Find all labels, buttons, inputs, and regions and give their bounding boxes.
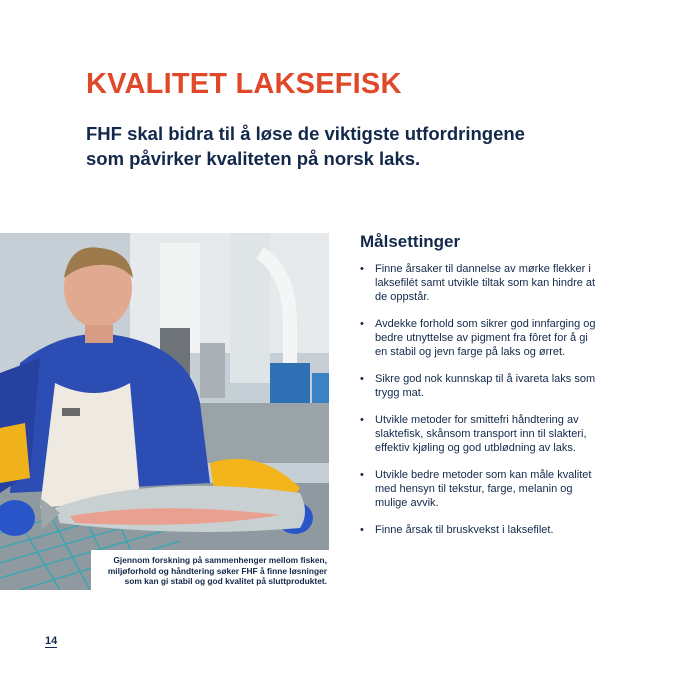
page-title: KVALITET LAKSEFISK: [86, 68, 402, 100]
goal-text: Utvikle bedre metoder som kan måle kvalitet med hensyn til tekstur, farge, melanin og mulige avvik.: [375, 469, 592, 509]
goal-text: Sikre god nok kunnskap til å ivareta laks som trygg mat.: [375, 373, 596, 399]
goal-text: Finne årsaker til dannelse av mørke flekker i laksefilét samt utvikle tiltak som kan hindre at de oppstår.: [375, 263, 596, 303]
goal-item: [360, 262, 600, 304]
goal-item: [360, 317, 600, 359]
goals-heading: Målsettinger: [360, 232, 461, 251]
bullet-icon: •: [360, 469, 364, 481]
goals-list: [360, 262, 600, 550]
goal-text: Avdekke forhold som sikrer god innfarging og bedre utnyttelse av pigment fra fôret for å gi en stabil og jevn farge på laks og ørret.: [375, 318, 596, 358]
bullet-icon: •: [360, 318, 364, 330]
bullet-icon: •: [360, 263, 364, 275]
goal-item: [360, 523, 600, 537]
goal-item: [360, 468, 600, 510]
photo-illustration: [0, 233, 329, 590]
goal-text: Utvikle metoder for smittefri håndtering av slaktefisk, skånsom transport inn til slakteri, effektiv kjøling og god utblødning av laks.: [375, 414, 587, 454]
bullet-icon: •: [360, 373, 364, 385]
goal-item: [360, 413, 600, 455]
goal-item: [360, 372, 600, 400]
page-number: 14: [45, 635, 58, 647]
worker-with-salmon-photo: [0, 233, 329, 590]
goal-text: Finne årsak til bruskvekst i laksefilet.: [375, 524, 554, 536]
bullet-icon: •: [360, 414, 364, 426]
lead-paragraph: FHF skal bidra til å løse de viktigste utfordringene som påvirker kvaliteten på norsk laks.: [86, 123, 525, 169]
bullet-icon: •: [360, 524, 364, 536]
photo-caption: Gjennom forskning på sammenhenger mellom fisken, miljøforhold og håndtering søker FHF å finne løsninger som kan gi stabil og god kvalitet på sluttproduktet.: [91, 550, 329, 590]
